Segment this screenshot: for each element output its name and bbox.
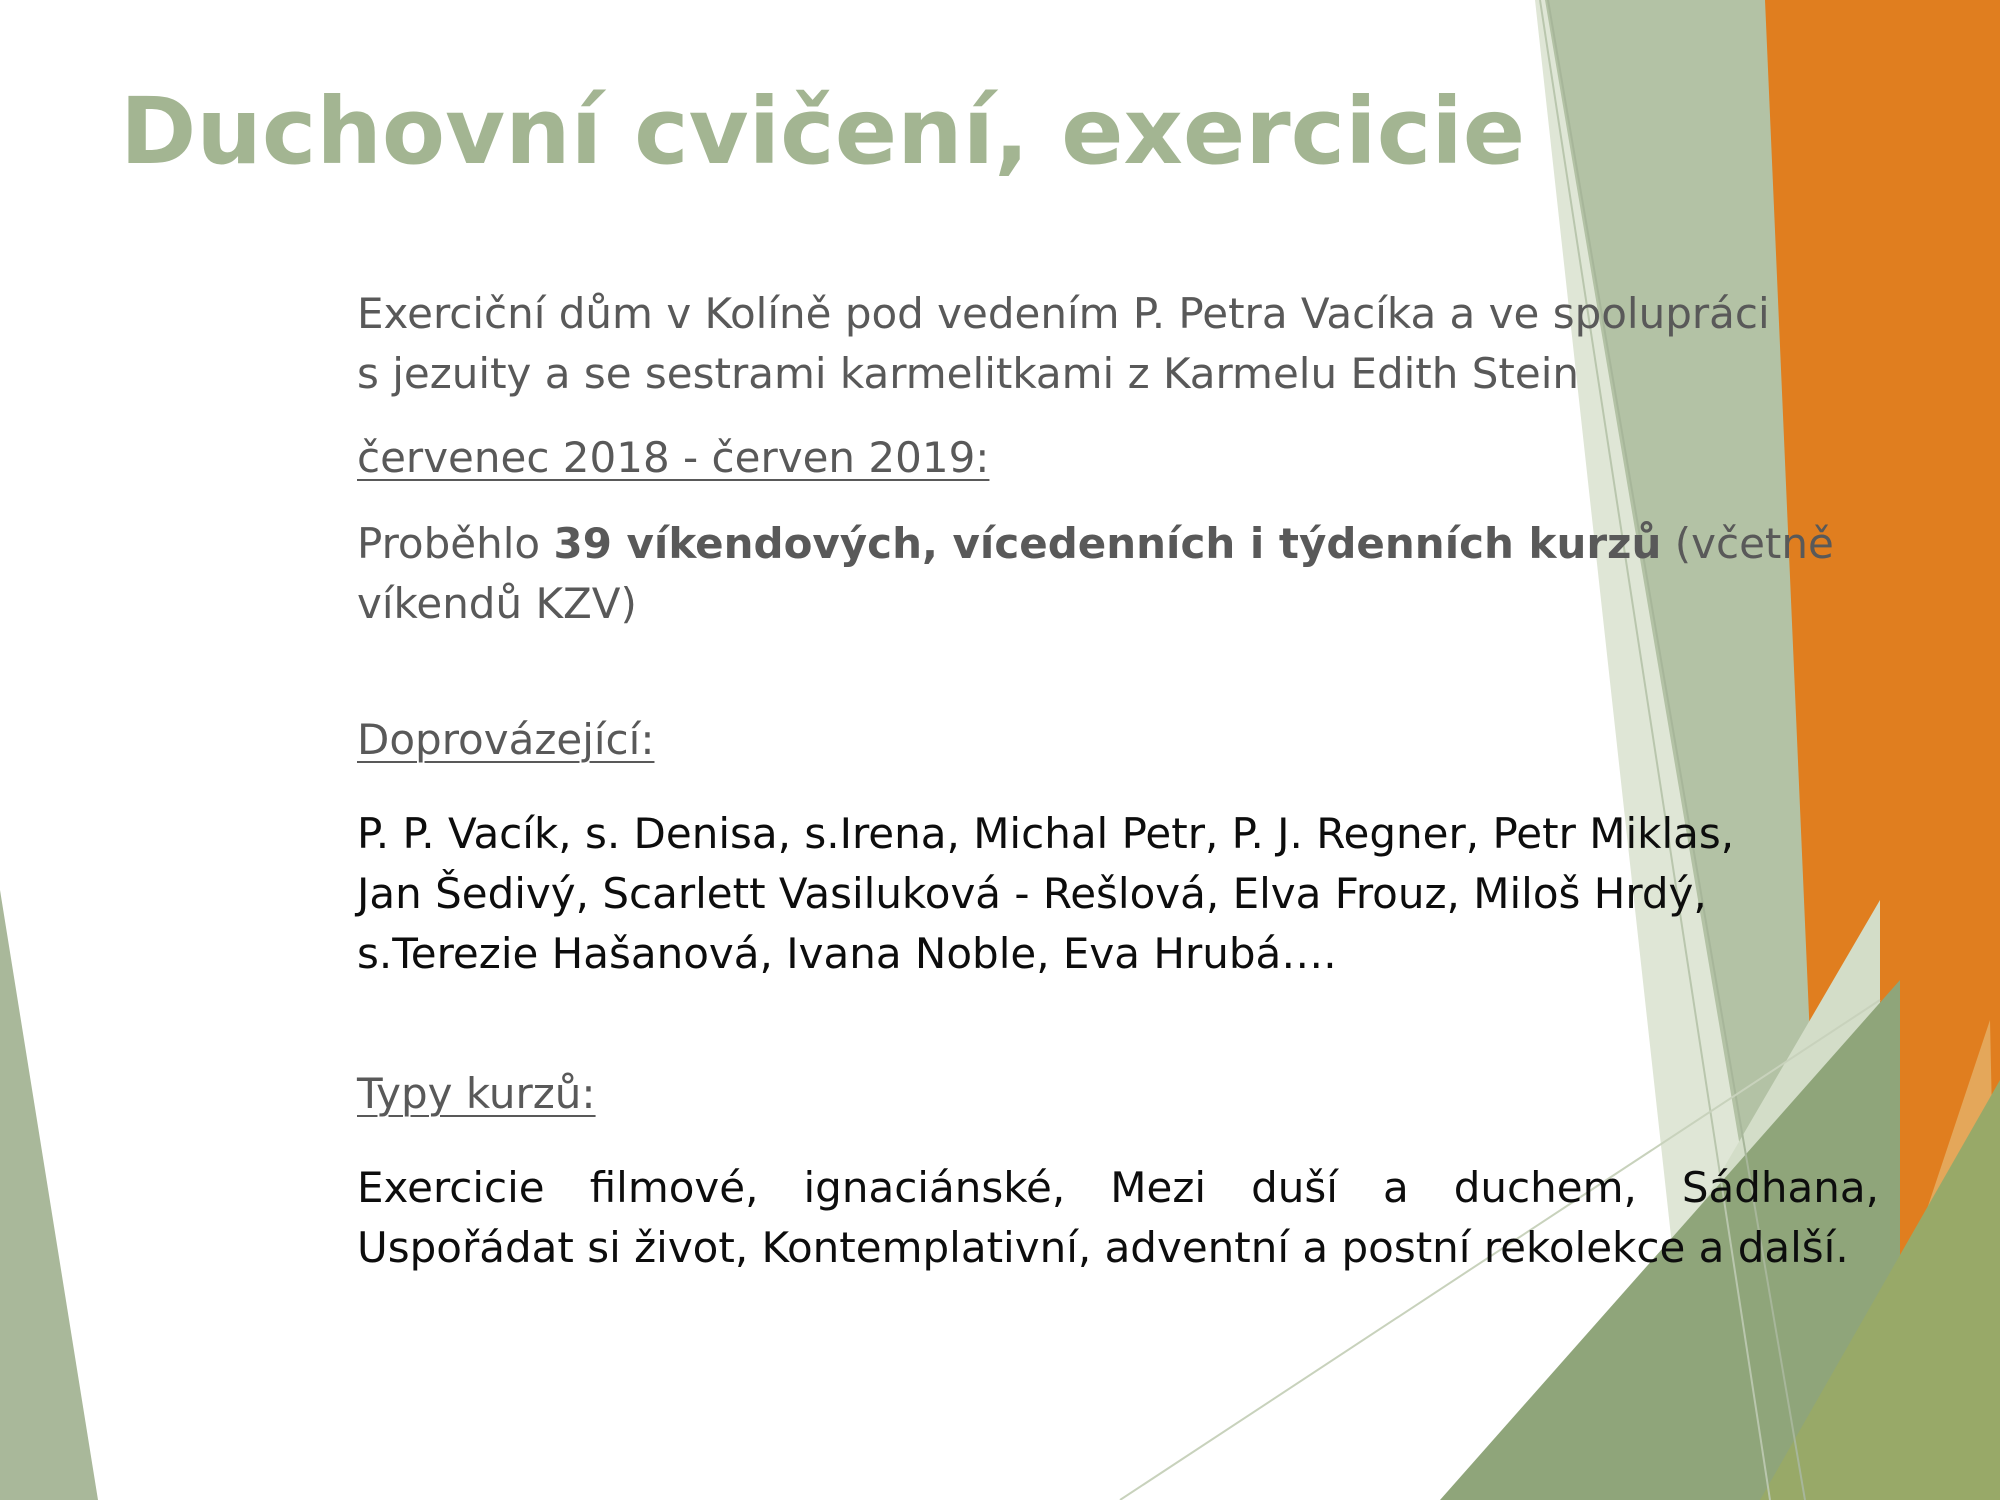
intro-line-1: Exerciční dům v Kolíně pod vedením P. Petra Vacíka a ve spolupráci [357, 289, 1770, 338]
types-heading [357, 1064, 1879, 1124]
types-paragraph: Exercicie filmové, ignaciánské, Mezi duší a duchem, Sádhana, Uspořádat si život, Kontemplativní, adventní a postní rekolekce a další. [357, 1163, 1879, 1272]
intro-line-2: s jezuity a se sestrami karmelitkami z Karmelu Edith Stein [357, 349, 1579, 398]
companions-line-3: s.Terezie Hašanová, Ivana Noble, Eva Hrubá…. [357, 929, 1337, 978]
companions-paragraph [357, 804, 1879, 984]
slide-content [357, 284, 1879, 1278]
slide-title: Duchovní cvičení, exercicie [120, 78, 1526, 185]
companions-heading [357, 710, 1879, 770]
courses-paragraph [357, 514, 1879, 634]
courses-count-bold: 39 víkendových, vícedenních i týdenních kurzů [553, 519, 1662, 568]
courses-line-1 [357, 514, 1879, 574]
period-heading [357, 428, 1879, 488]
courses-prefix: Proběhlo [357, 519, 554, 568]
courses-suffix: (včetně [1661, 519, 1834, 568]
intro-paragraph [357, 284, 1879, 404]
companions-line-2: Jan Šedivý, Scarlett Vasiluková - Rešlová, Elva Frouz, Miloš Hrdý, [357, 869, 1707, 918]
companions-heading-text: Doprovázející: [357, 715, 655, 764]
left-green-sliver [0, 890, 98, 1500]
companions-line-1: P. P. Vacík, s. Denisa, s.Irena, Michal Petr, P. J. Regner, Petr Miklas, [357, 809, 1735, 858]
period-heading-text: červenec 2018 - červen 2019: [357, 433, 990, 482]
courses-line-2: víkendů KZV) [357, 579, 637, 628]
types-heading-text: Typy kurzů: [357, 1069, 596, 1118]
